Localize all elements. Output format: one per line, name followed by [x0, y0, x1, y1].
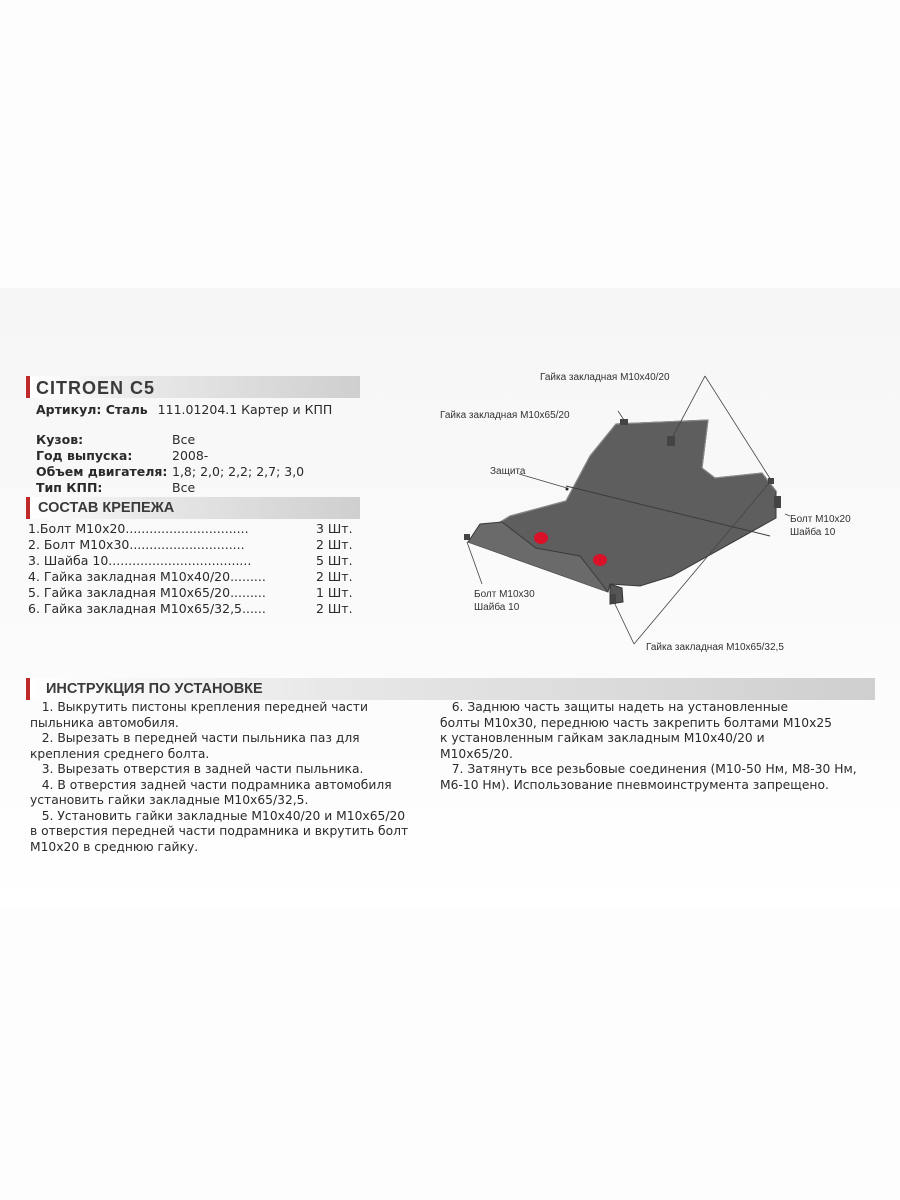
spec-value: 1,8; 2,0; 2,2; 2,7; 3,0 — [172, 464, 305, 479]
marker-hole-2 — [593, 554, 607, 566]
bolt-icon — [610, 594, 616, 604]
spec-row-engine — [36, 464, 304, 479]
fastener-row — [28, 521, 353, 536]
label-washer-a: Шайба 10 — [790, 527, 836, 538]
instruction-line: крепления среднего болта. — [30, 746, 210, 761]
instruction-line: М10х65/20. — [440, 746, 513, 761]
instructions-right-column — [440, 700, 895, 793]
label-nut-40-20: Гайка закладная М10х40/20 — [540, 372, 670, 383]
instruction-line: 7. Затянуть все резьбовые соединения (М10-50 Нм, М8-30 Нм, — [440, 762, 857, 776]
fastener-row — [28, 537, 353, 552]
fastener-qty: 2 Шт. — [316, 569, 353, 584]
instruction-line: М6-10 Нм). Использование пневмоинструмента запрещено. — [440, 777, 829, 792]
marker-hole-1 — [534, 532, 548, 544]
instructions-left-column — [30, 700, 450, 855]
fastener-qty: 3 Шт. — [316, 521, 353, 536]
fasteners-title: СОСТАВ КРЕПЕЖА — [38, 500, 175, 516]
article-label: Артикул: Сталь — [36, 402, 148, 417]
instruction-line: пыльника автомобиля. — [30, 715, 179, 730]
spec-key: Объем двигателя: — [36, 464, 168, 479]
bolt-icon — [774, 496, 781, 508]
spec-row-body — [36, 432, 195, 447]
fastener-name: 5. Гайка закладная М10х65/20......... — [28, 585, 266, 600]
fastener-qty: 1 Шт. — [316, 585, 353, 600]
bolt-icon — [464, 534, 470, 540]
fastener-name: 4. Гайка закладная М10х40/20......... — [28, 569, 266, 584]
spec-key: Год выпуска: — [36, 448, 133, 463]
fastener-name: 3. Шайба 10.................................... — [28, 553, 252, 568]
fastener-qty: 5 Шт. — [316, 553, 353, 568]
instruction-line: болты М10х30, переднюю часть закрепить болтами М10х25 — [440, 715, 833, 730]
spec-key: Тип КПП: — [36, 480, 103, 495]
instruction-line: М10х20 в среднюю гайку. — [30, 839, 199, 854]
label-nut-65-32: Гайка закладная М10х65/32,5 — [646, 642, 784, 653]
instructions-title: ИНСТРУКЦИЯ ПО УСТАНОВКЕ — [46, 681, 263, 697]
spec-row-gearbox — [36, 480, 195, 495]
fastener-name: 2. Болт М10х30............................. — [28, 537, 245, 552]
fastener-qty: 2 Шт. — [316, 537, 353, 552]
instruction-line: 4. В отверстия задней части подрамника автомобиля — [30, 777, 392, 792]
instruction-line: 2. Вырезать в передней части пыльника паз для — [30, 731, 360, 745]
label-bolt-m10x20: Болт М10х20 — [790, 514, 851, 525]
spec-row-year — [36, 448, 208, 463]
instruction-line: установить гайки закладные М10х65/32,5. — [30, 793, 309, 807]
instruction-line: в отверстия передней части подрамника и вкрутить болт — [30, 824, 409, 838]
instruction-line: 1. Выкрутить пистоны крепления передней части — [30, 700, 368, 714]
label-washer-b: Шайба 10 — [474, 602, 520, 613]
nut-icon — [667, 436, 675, 446]
skid-plate-diagram — [440, 366, 900, 666]
spec-value: 2008- — [172, 448, 209, 463]
skid-plate-shape — [468, 420, 776, 592]
fastener-row — [28, 553, 353, 568]
fastener-qty: 2 Шт. — [316, 601, 353, 616]
instruction-line: к установленным гайкам закладным М10х40/20 и — [440, 731, 765, 745]
label-shield: Защита — [490, 466, 526, 477]
instruction-line: 3. Вырезать отверстия в задней части пыльника. — [30, 762, 364, 776]
spec-value: Все — [172, 432, 196, 447]
article-line — [36, 402, 332, 417]
fastener-row — [28, 585, 353, 600]
fastener-row — [28, 601, 353, 616]
label-nut-65-20: Гайка закладная М10х65/20 — [440, 410, 570, 421]
fastener-name: 6. Гайка закладная М10х65/32,5...... — [28, 601, 266, 616]
fastener-row — [28, 569, 353, 584]
page-title: CITROEN C5 — [36, 378, 156, 398]
instruction-line: 6. Заднюю часть защиты надеть на установленные — [440, 700, 789, 714]
label-bolt-m10x30: Болт М10х30 — [474, 589, 535, 600]
article-value: 111.01204.1 Картер и КПП — [157, 402, 333, 417]
instruction-line: 5. Установить гайки закладные М10х40/20 и М10х65/20 — [30, 808, 406, 823]
spec-key: Кузов: — [36, 432, 84, 447]
spec-value: Все — [172, 480, 196, 495]
fastener-name: 1.Болт М10х20............................... — [28, 521, 249, 536]
